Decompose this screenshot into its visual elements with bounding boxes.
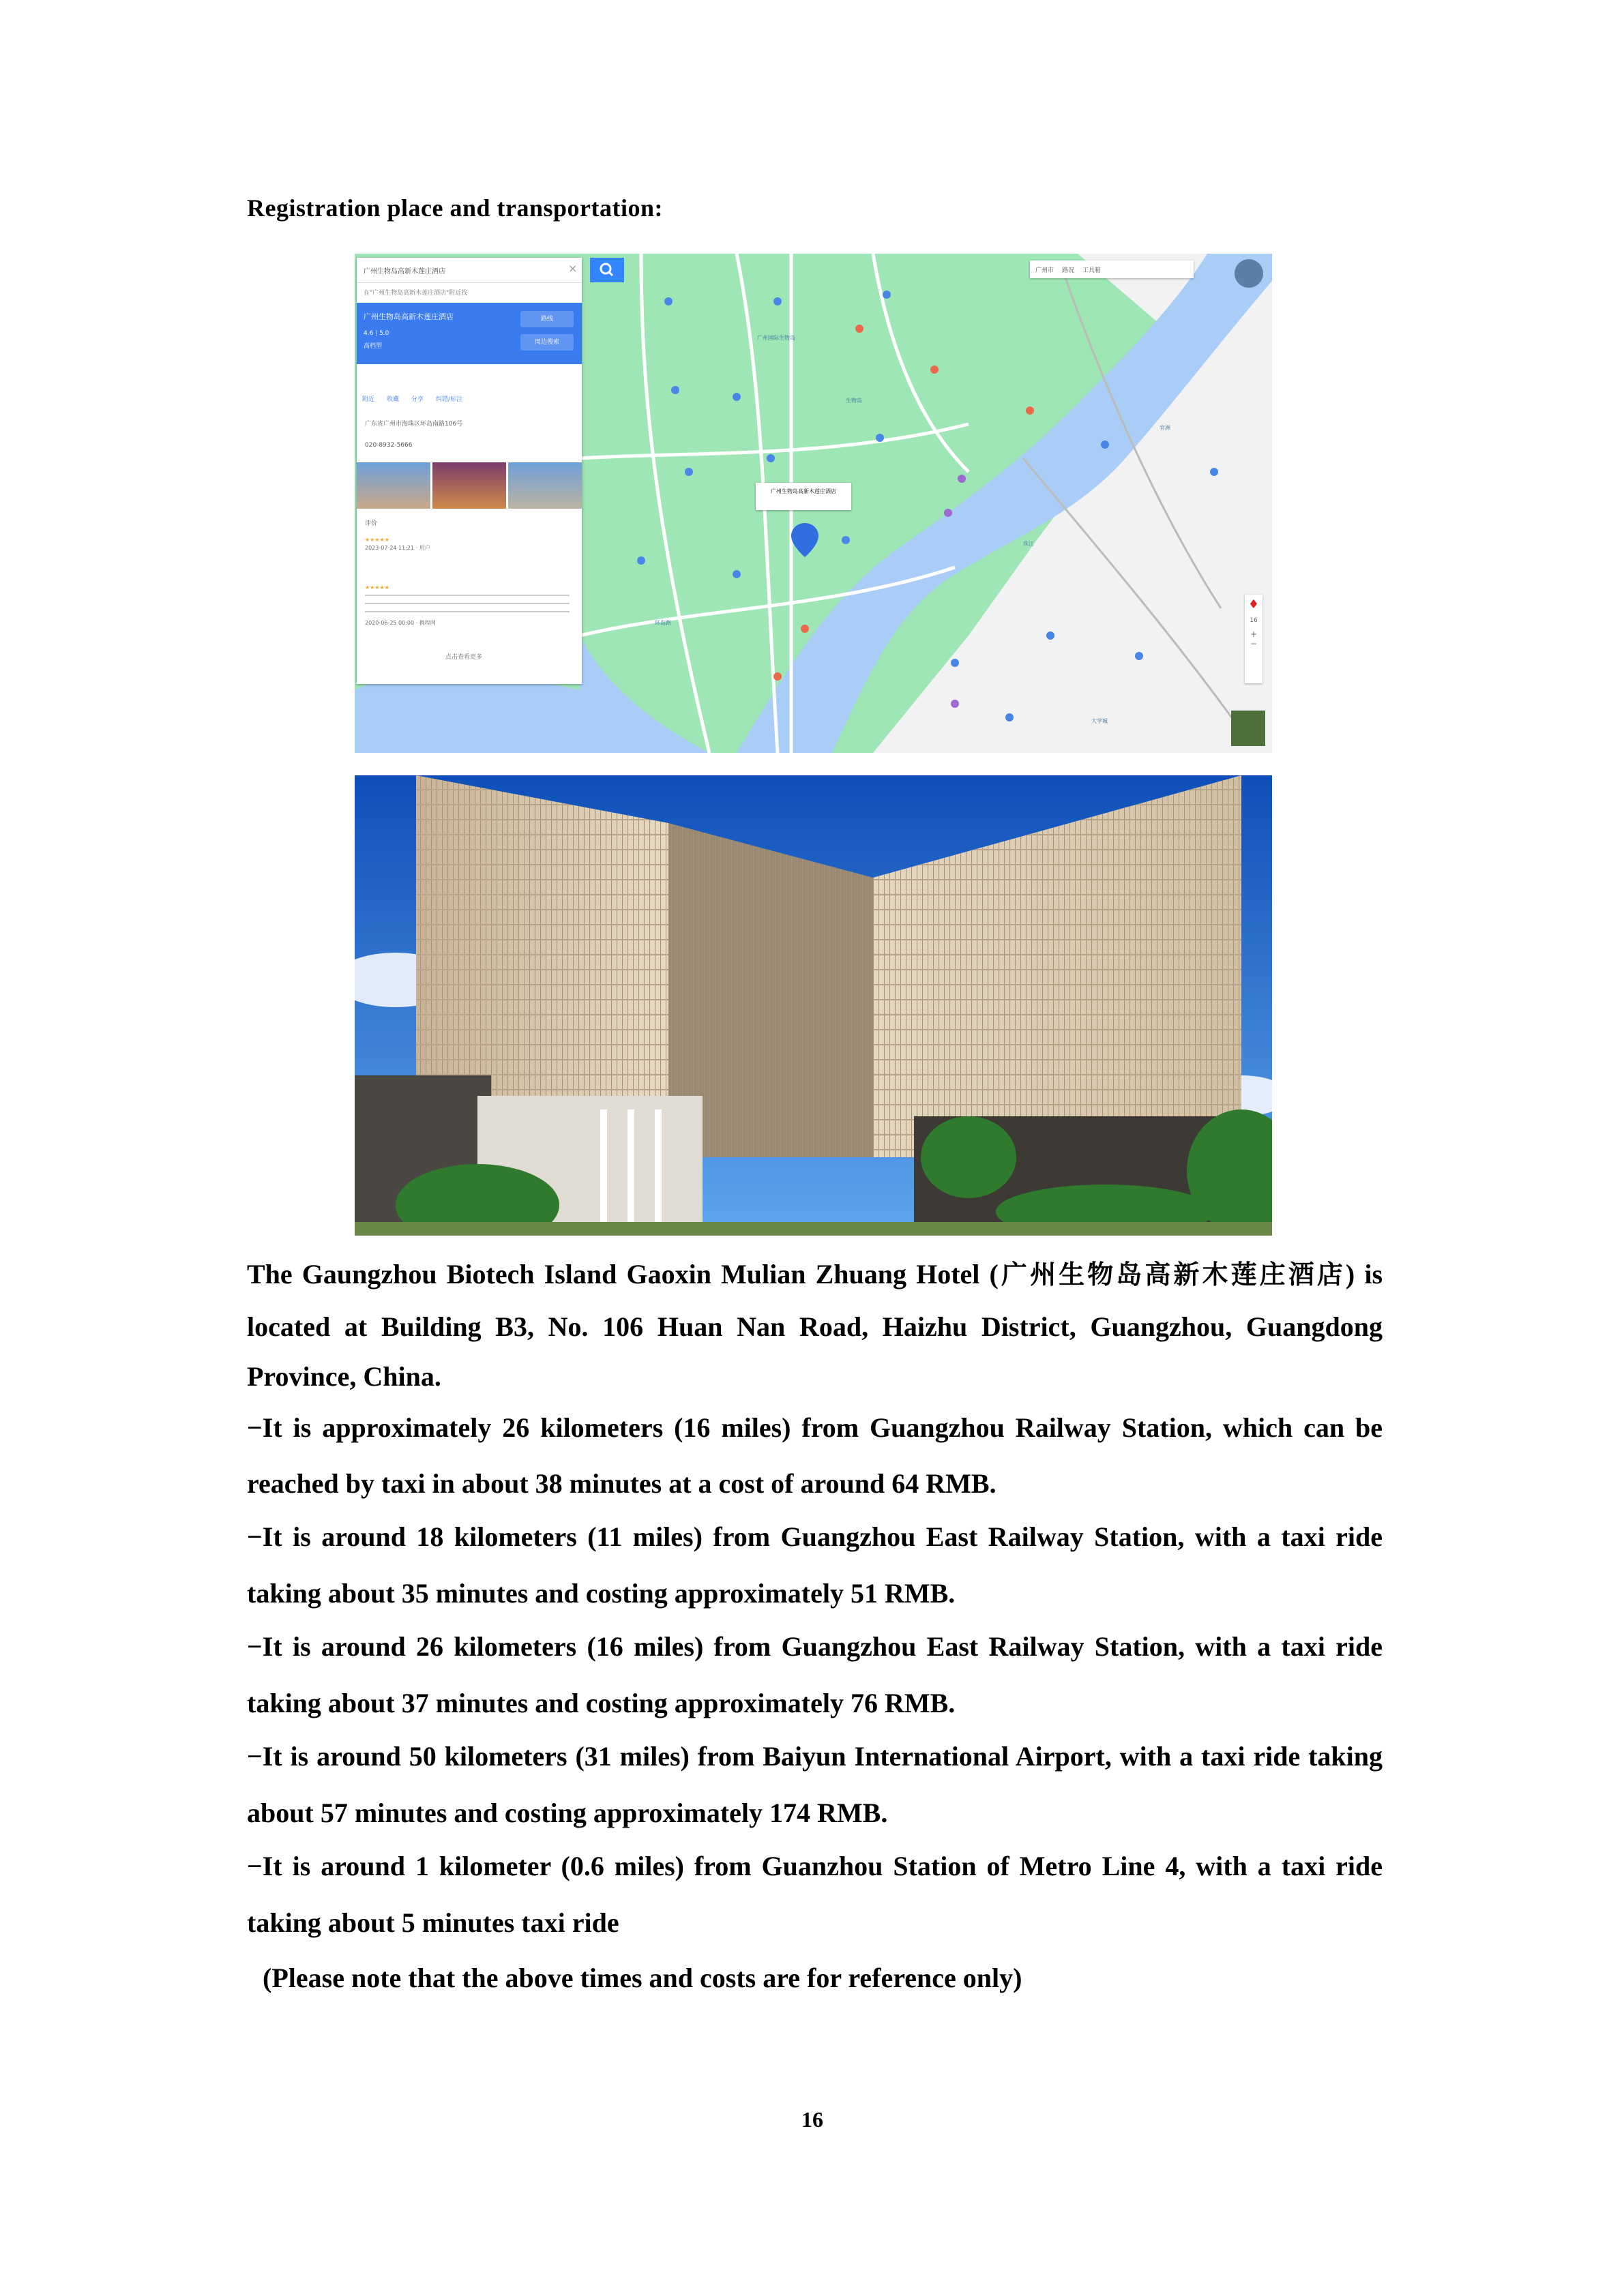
review-1 (365, 536, 576, 552)
review-2 (365, 584, 576, 627)
photo-3[interactable] (508, 462, 582, 509)
map-search-bar[interactable] (357, 258, 582, 283)
review-2-text-placeholder (365, 592, 570, 616)
page-number: 16 (801, 2107, 823, 2132)
map-label-road: 环岛路 (655, 620, 671, 626)
action-nearby[interactable]: 附近 (362, 396, 375, 403)
bullet-2-line-2: taking about 35 minutes and costing approximately 51 RMB. (247, 1578, 956, 1609)
bullet-3-line-1: −It is around 26 kilometers (16 miles) from Guangzhou East Railway Station, with a taxi ride (247, 1631, 1383, 1662)
place-info-panel (357, 258, 582, 684)
zoom-out-icon[interactable]: − (1250, 639, 1258, 648)
photo-2[interactable] (432, 462, 506, 509)
place-phone: 020-8932-5666 (365, 442, 413, 449)
review-2-stars-icon: ★★★★★ (365, 584, 389, 591)
map-label-guanzhou: 官洲 (1160, 425, 1170, 431)
review-2-meta: 2020-06-25 00:00 · 携程网 (365, 620, 436, 626)
compass-icon[interactable] (1235, 259, 1263, 288)
location-map[interactable] (355, 254, 1272, 753)
hotel-name-cn: 广州生物岛高新木莲庄酒店 (998, 1259, 1346, 1289)
reference-note: (Please note that the above times and costs are for reference only) (263, 1963, 1022, 1993)
zoom-control[interactable] (1245, 595, 1263, 683)
action-correct[interactable]: 纠错/标注 (436, 396, 463, 403)
bullet-5-line-1: −It is around 1 kilometer (0.6 miles) from Guanzhou Station of Metro Line 4, with a taxi ride (247, 1851, 1383, 1881)
zoom-level: 16 (1250, 617, 1258, 624)
hotel-card (357, 303, 582, 364)
bullet-5-line-2: taking about 5 minutes taxi ride (247, 1907, 619, 1938)
section-heading: Registration place and transportation: (247, 194, 663, 222)
intro-line-2: located at Building B3, No. 106 Huan Nan Road, Haizhu District, Guangzhou, Guangdong (247, 1311, 1383, 1342)
map-search-input[interactable]: 广州生物岛高新木莲庄酒店 (364, 268, 445, 275)
intro-line-1 (247, 1253, 1383, 1291)
selected-place-callout[interactable]: 广州生物岛高新木莲庄酒店 (756, 483, 851, 510)
route-button[interactable]: 路线 (520, 311, 574, 327)
bullet-1-line-1: −It is approximately 26 kilometers (16 miles) from Guangzhou Railway Station, which can be (247, 1412, 1383, 1443)
bullet-1-line-2: reached by taxi in about 38 minutes at a cost of around 64 RMB. (247, 1468, 996, 1499)
map-label-river: 珠江 (1023, 541, 1034, 547)
map-label-university: 大学城 (1091, 718, 1108, 724)
north-arrow-icon: ♦ (1247, 597, 1260, 612)
bullet-4-line-2: about 57 minutes and costing approximately 174 RMB. (247, 1798, 888, 1828)
place-photos[interactable] (357, 462, 582, 509)
map-label-biodao: 生物岛 (846, 398, 862, 404)
hotel-card-category: 高档型 (364, 343, 383, 350)
nearby-search-button[interactable]: 周边搜索 (520, 334, 574, 351)
review-1-stars-icon: ★★★★★ (365, 537, 389, 543)
action-share[interactable]: 分享 (411, 396, 424, 403)
satellite-toggle[interactable] (1231, 711, 1265, 746)
clear-search-icon[interactable]: × (568, 262, 578, 275)
more-reviews-link[interactable]: 点击查看更多 (445, 654, 483, 661)
photo-1[interactable] (357, 462, 430, 509)
review-1-meta: 2023-07-24 11:21 · 用户 (365, 545, 430, 551)
city-selector[interactable]: 广州市 (1035, 267, 1054, 274)
intro-text-b: ) is (1345, 1259, 1383, 1289)
search-icon[interactable] (590, 258, 624, 282)
map-label-island: 广州国际生物岛 (757, 335, 795, 341)
bullet-2-line-1: −It is around 18 kilometers (11 miles) from Guangzhou East Railway Station, with a taxi ride (247, 1521, 1383, 1552)
bullet-4-line-1: −It is around 50 kilometers (31 miles) from Baiyun International Airport, with a taxi ride taking (247, 1741, 1383, 1772)
reviews-title: 评价 (365, 520, 378, 527)
place-address: 广东省广州市海珠区环岛南路106号 (365, 421, 463, 428)
hotel-card-rating: 4.6 | 5.0 (364, 330, 389, 337)
hotel-card-name: 广州生物岛高新木莲庄酒店 (364, 312, 454, 321)
traffic-toggle[interactable]: 路况 (1062, 267, 1075, 274)
search-suggestion[interactable]: 在"广州生物岛高新木莲庄酒店"附近找 (364, 290, 468, 297)
map-toolbar (1030, 260, 1194, 278)
hotel-photo (355, 775, 1272, 1236)
bullet-3-line-2: taking about 37 minutes and costing approximately 76 RMB. (247, 1688, 956, 1718)
zoom-in-icon[interactable]: + (1250, 629, 1258, 639)
action-favorite[interactable]: 收藏 (387, 396, 400, 403)
place-actions (362, 394, 579, 403)
toolbox-button[interactable]: 工具箱 (1082, 267, 1102, 274)
intro-line-3: Province, China. (247, 1361, 441, 1392)
intro-text-a: The Gaungzhou Biotech Island Gaoxin Mulian Zhuang Hotel ( (247, 1259, 999, 1289)
